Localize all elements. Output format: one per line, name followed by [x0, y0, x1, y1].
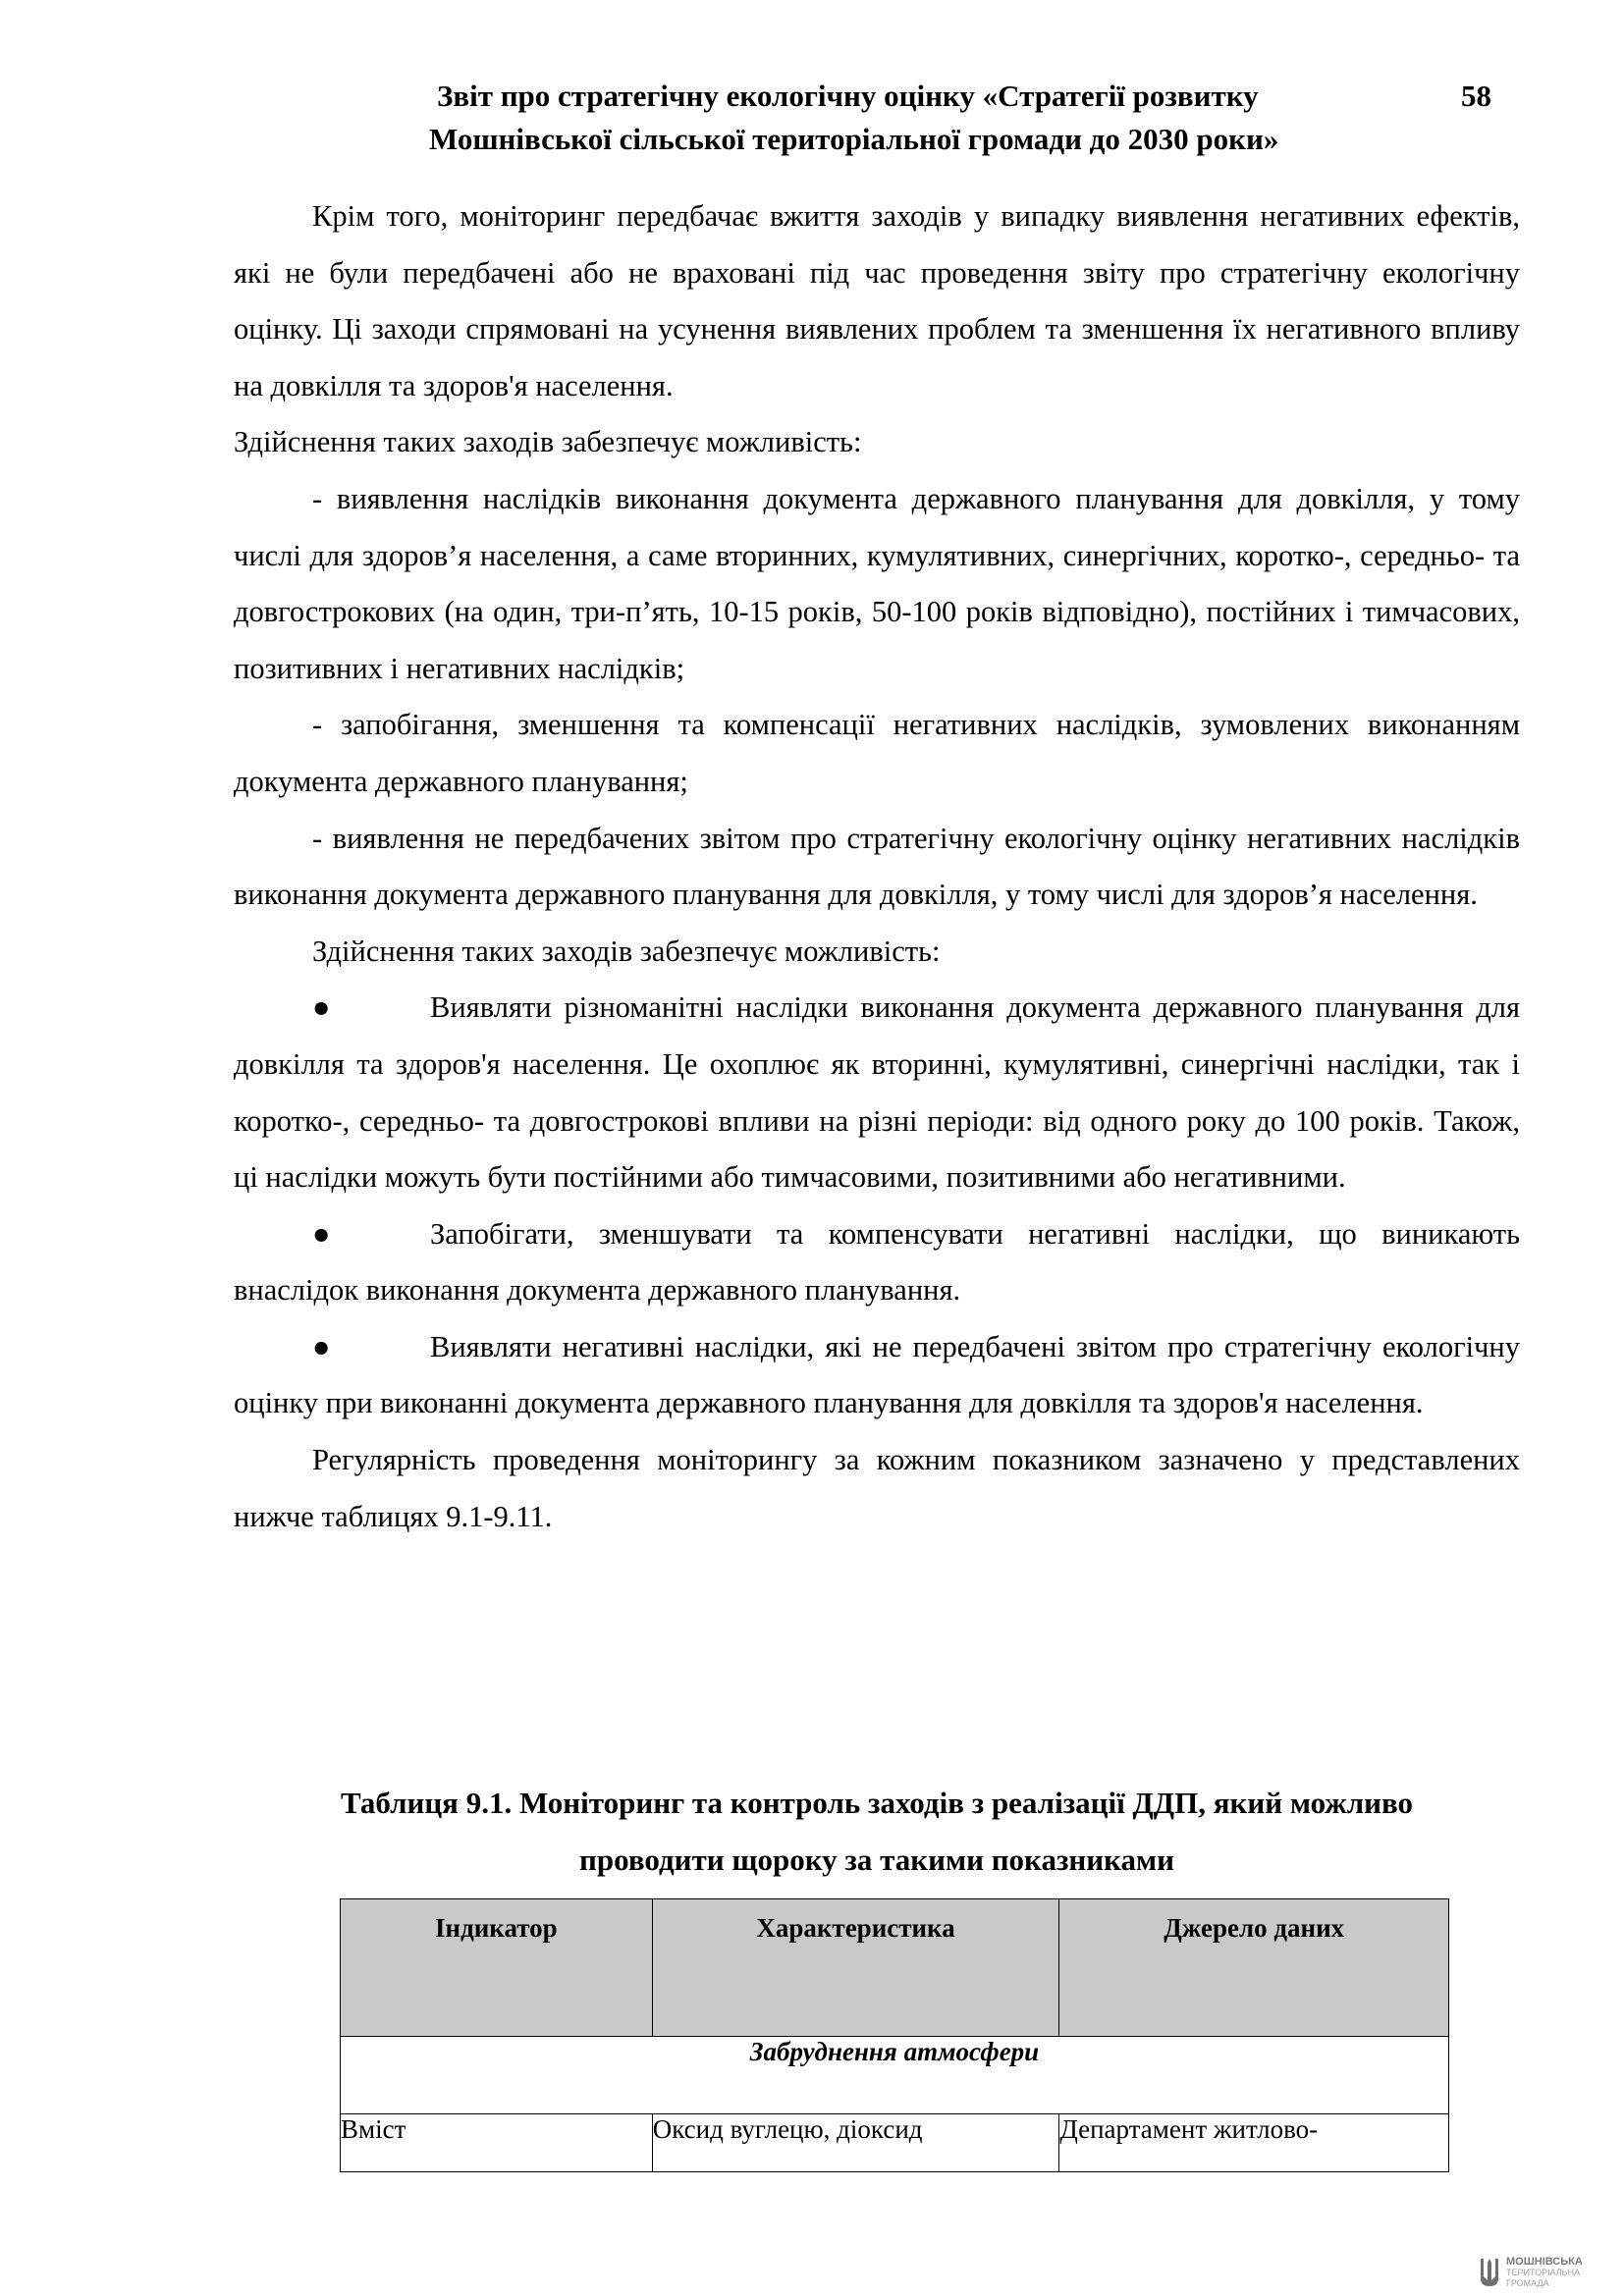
table-cell: Оксид вуглецю, діоксид	[652, 2114, 1059, 2172]
header-title-line-1: Звіт про стратегічну екологічну оцінку «Стратегії розвитку	[437, 79, 1259, 113]
bullet-icon: ●	[312, 1329, 331, 1363]
paragraph: Крім того, моніторинг передбачає вжиття заходів у випадку виявлення негативних ефектів, які не були передбачені або не враховані під час проведення звіту про стратегічну екологічну оцінку. Ці заходи спрямовані на усунення виявлених проблем та зменшення їх негативного впливу на довкілля та здоров'я населення.	[234, 199, 1520, 402]
monitoring-table	[340, 1898, 1449, 2172]
document-body	[234, 188, 1520, 1545]
bullet-text: Виявляти негативні наслідки, які не передбачені звітом про стратегічну екологічну оцінку при виконанні документа державного планування для довкілля та здоров'я населення.	[234, 1329, 1520, 1420]
bullet-item	[234, 1206, 1520, 1319]
column-header: Джерело даних	[1059, 1899, 1449, 2037]
list-item: - запобігання, зменшення та компенсації негативних наслідків, зумовлених виконанням документа державного планування;	[234, 708, 1520, 798]
list-item: - виявлення наслідків виконання документа державного планування для довкілля, у тому числі для здоров’я населення, а саме вторинних, кумулятивних, синергічних, коротко-, середньо- та довгострокових (на один, три-п’ять, 10-15 років, 50-100 років відповідно), постійних і тимчасових, позитивних і негативних наслідків;	[234, 481, 1520, 685]
table-section-row	[341, 2037, 1449, 2114]
paragraph: Здійснення таких заходів забезпечує можливість:	[312, 934, 941, 968]
table-caption	[234, 1775, 1520, 1888]
list-item: - виявлення не передбачених звітом про стратегічну екологічну оцінку негативних наслідків виконання документа державного планування для довкілля, у тому числі для здоров’я населення.	[234, 821, 1520, 912]
paragraph: Здійснення таких заходів забезпечує можливість:	[234, 425, 862, 459]
header-title-line-2: Мошнівської сільської територіальної громади до 2030 роки»	[429, 122, 1279, 156]
community-logo	[1479, 2254, 1616, 2291]
column-header: Індикатор	[341, 1899, 653, 2037]
column-header: Характеристика	[652, 1899, 1059, 2037]
bullet-text: Виявляти різноманітні наслідки виконання документа державного планування для довкілля та здоров'я населення. Це охоплює як вторинні, кумулятивні, синергічні наслідки, так і коротко-, середньо- та довгострокові впливи на різні періоди: від одного року до 100 років. Також, ці наслідки можуть бути постійними або тимчасовими, позитивними або негативними.	[234, 990, 1520, 1195]
page-number: 58	[1461, 79, 1491, 113]
bullet-icon: ●	[312, 990, 331, 1025]
bullet-icon: ●	[312, 1216, 331, 1251]
bullet-text: Запобігати, зменшувати та компенсувати негативні наслідки, що виникають внаслідок виконання документа державного планування.	[234, 1216, 1520, 1308]
paragraph: Регулярність проведення моніторингу за кожним показником зазначено у представлених нижче таблицях 9.1-9.11.	[234, 1443, 1520, 1533]
table-caption-line-1: Таблиця 9.1. Моніторинг та контроль заходів з реалізації ДДП, який можливо	[340, 1786, 1414, 1820]
table-cell: Департамент житлово-	[1059, 2114, 1449, 2172]
bullet-item	[234, 1319, 1520, 1432]
table-header-row	[341, 1899, 1449, 2037]
table-cell: Вміст	[341, 2114, 653, 2172]
logo-line-1: МОШНІВСЬКА	[1506, 2255, 1583, 2268]
bullet-item	[234, 980, 1520, 1205]
logo-line-3: ГРОМАДА	[1506, 2277, 1549, 2288]
table-row	[341, 2114, 1449, 2172]
table-caption-line-2: проводити щороку за такими показниками	[579, 1842, 1174, 1877]
trident-emblem-icon	[1479, 2257, 1500, 2288]
logo-line-2: ТЕРИТОРІАЛЬНА	[1506, 2267, 1581, 2277]
section-title: Забруднення атмосфери	[341, 2037, 1449, 2114]
